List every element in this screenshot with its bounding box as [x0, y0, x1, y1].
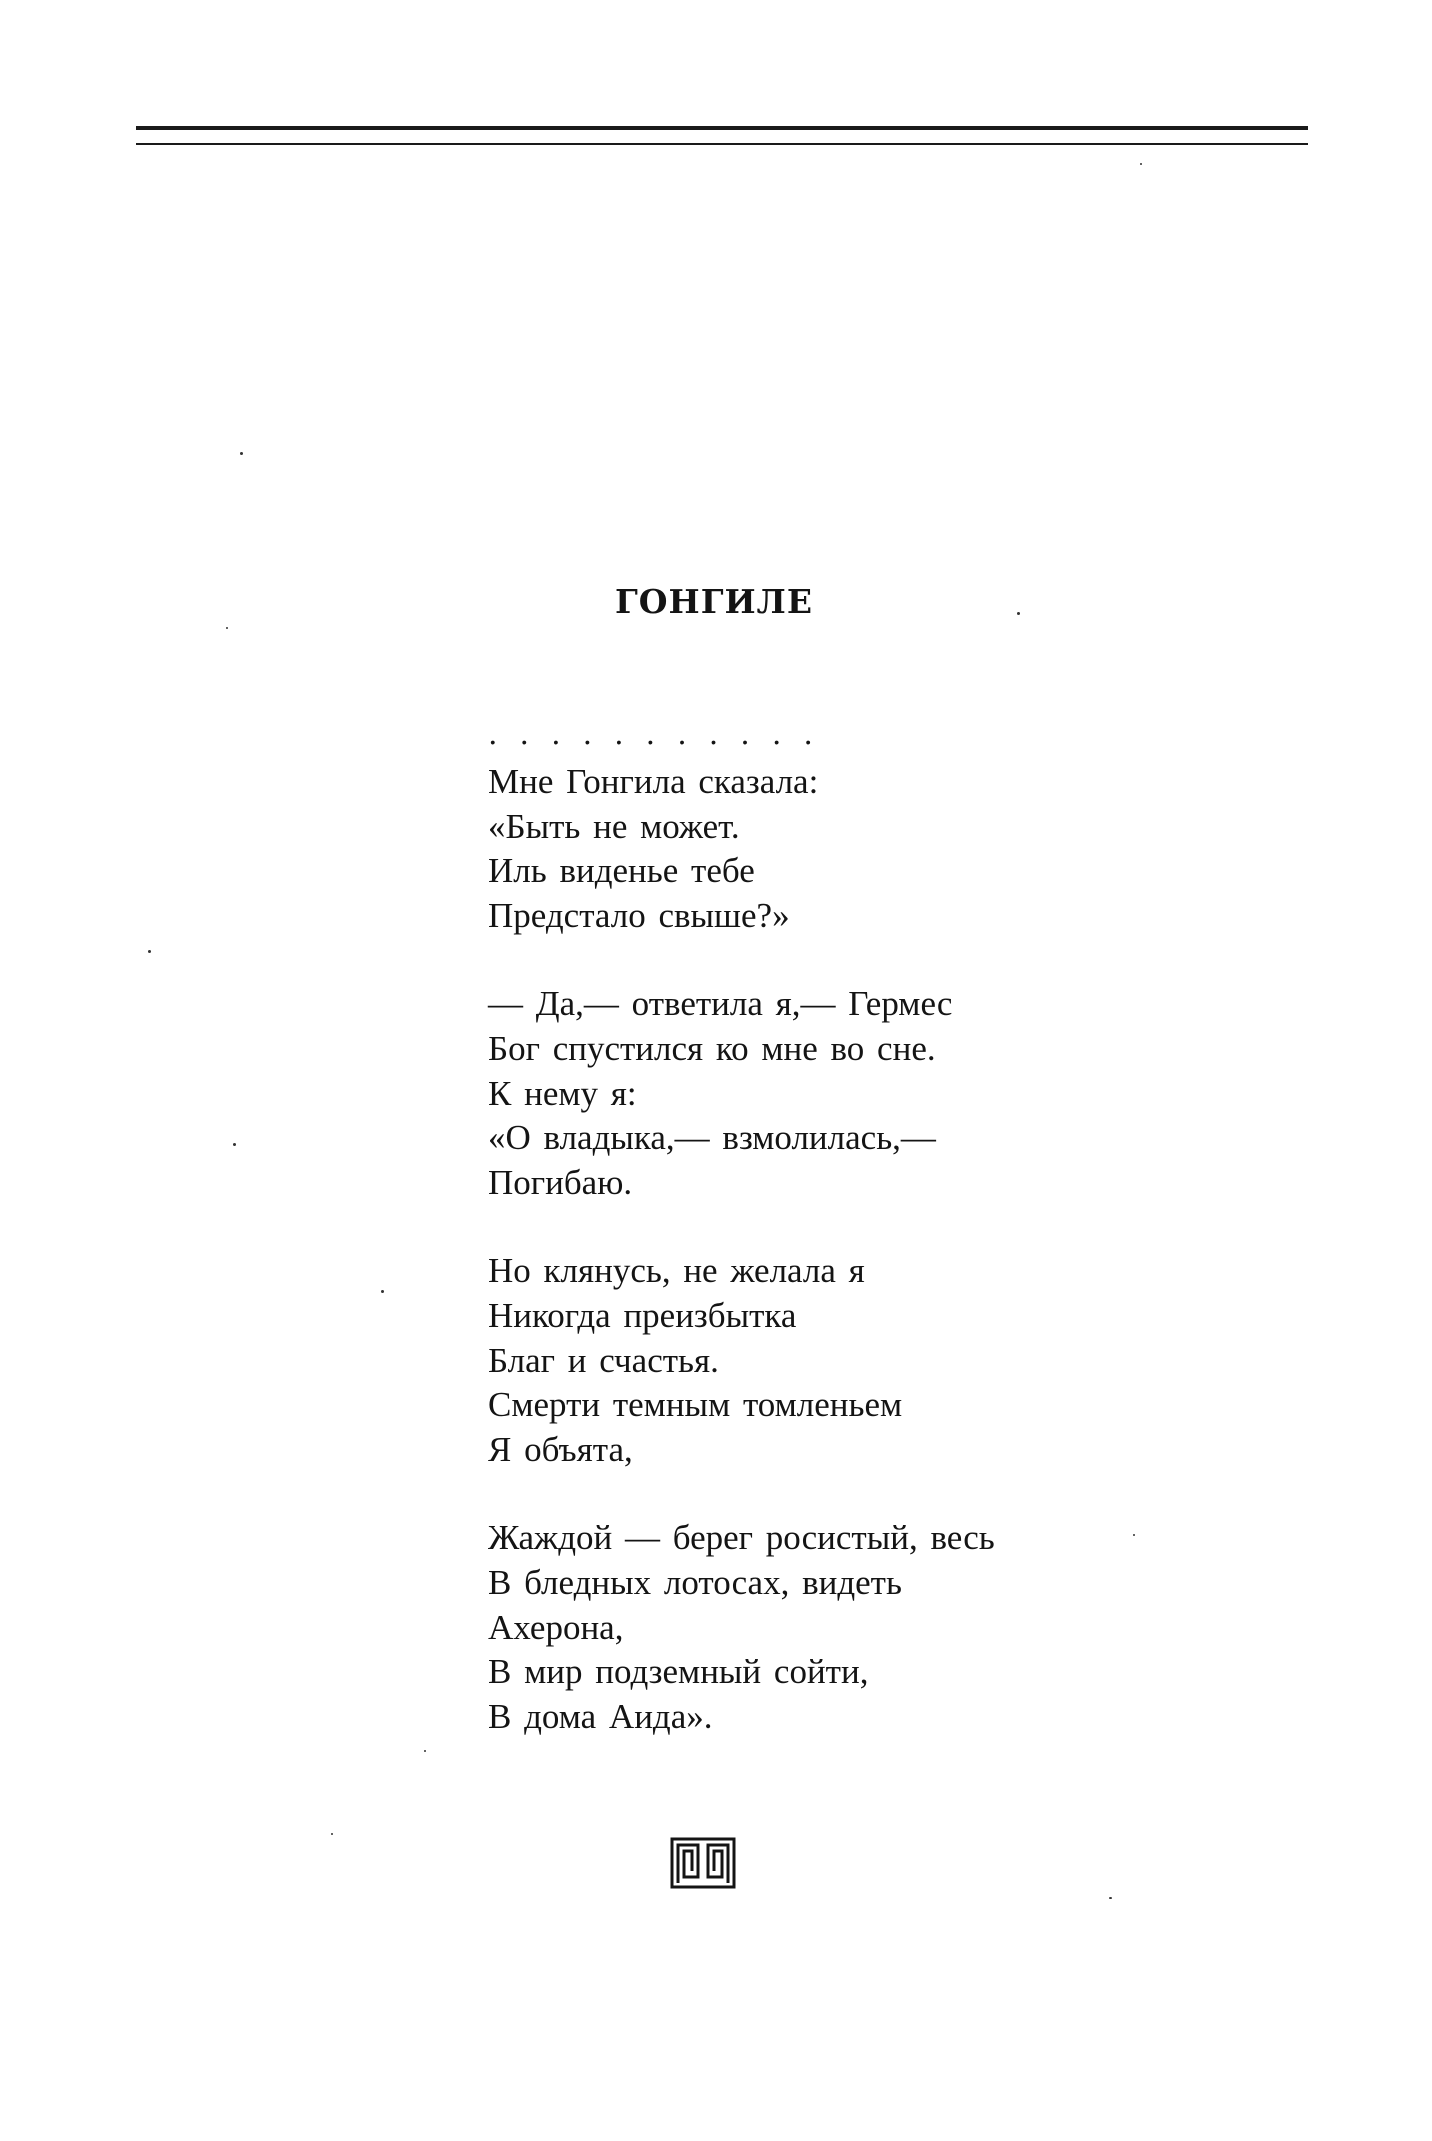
header-rule-thin: [136, 143, 1308, 145]
stanza-1: [488, 760, 1188, 938]
omission-dots: ...........: [488, 717, 835, 752]
stanza-4: [488, 1516, 1188, 1739]
greek-key-ornament-icon: [670, 1837, 736, 1889]
poem-body: [488, 760, 1188, 1783]
poem-line: Я объята,: [488, 1429, 633, 1469]
poem-line: В мир подземный сойти,: [488, 1652, 869, 1692]
scan-speck: [424, 1750, 426, 1752]
poem-line: Иль виденье тебе: [488, 851, 755, 891]
poem-line: В дома Аида».: [488, 1696, 713, 1736]
poem-line: Ахерона,: [488, 1607, 624, 1647]
scan-speck: [1140, 163, 1142, 165]
scan-speck: [240, 452, 243, 455]
poem-line: «О владыка,— взмолилась,—: [488, 1118, 936, 1158]
scan-speck: [1109, 1897, 1112, 1899]
poem-title-text: ГОНГИЛЕ: [614, 582, 813, 621]
scan-speck: [148, 950, 151, 953]
scan-speck: [381, 1290, 384, 1293]
poem-line: Бог спустился ко мне во сне.: [488, 1028, 936, 1068]
header-rule-thick: [136, 126, 1308, 130]
scan-speck: [233, 1143, 236, 1146]
poem-line: Мне Гонгила сказала:: [488, 762, 819, 801]
scan-speck: [1017, 612, 1020, 615]
poem-line: Благ и счастья.: [488, 1340, 719, 1380]
poem-line: Но клянусь, не желала я: [488, 1251, 865, 1291]
stanza-3: [488, 1249, 1188, 1472]
poem-line: «Быть не может.: [488, 806, 740, 846]
poem-line: Жаждой — берег росистый, весь: [488, 1518, 995, 1558]
scan-speck: [226, 627, 228, 629]
poem-line: В бледных лотосах, видеть: [488, 1562, 902, 1602]
poem-line: — Да,— ответила я,— Гермес: [488, 984, 953, 1024]
poem-line: Смерти темным томленьем: [488, 1385, 903, 1425]
poem-line: К нему я:: [488, 1073, 637, 1113]
poem-line: Погибаю.: [488, 1162, 633, 1202]
stanza-2: [488, 982, 1188, 1205]
scan-speck: [1133, 1534, 1135, 1536]
poem-title: [0, 582, 1432, 621]
poem-line: Предстало свыше?»: [488, 895, 790, 935]
poem-line: Никогда преизбытка: [488, 1295, 797, 1335]
scan-speck: [331, 1833, 333, 1835]
